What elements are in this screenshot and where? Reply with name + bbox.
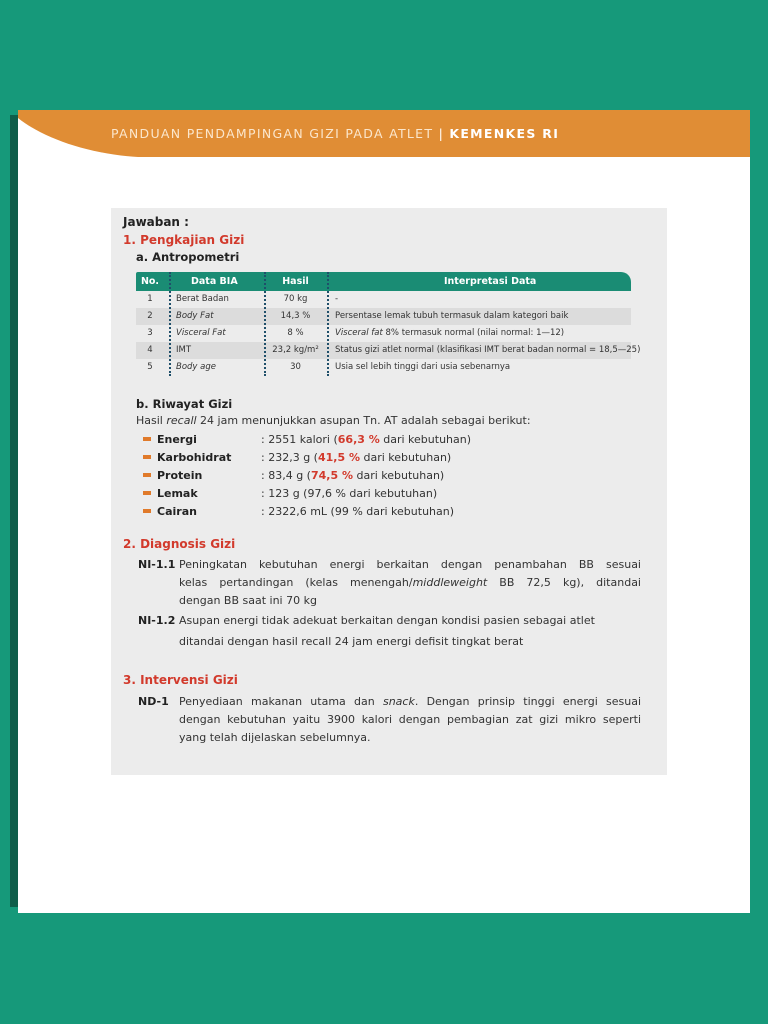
cell-no: 5	[147, 362, 153, 372]
cell-no: 4	[147, 345, 153, 355]
cell-interp: Visceral fat 8% termasuk normal (nilai normal: 1—12)	[335, 328, 565, 338]
section-1a-title: a. Antropometri	[136, 250, 240, 264]
bullet-icon	[143, 509, 151, 513]
nutrient-label: Lemak	[157, 487, 198, 500]
nd1-line-3: yang telah dijelaskan sebelumnya.	[179, 731, 371, 744]
cell-data: IMT	[176, 345, 192, 355]
nutrient-label: Energi	[157, 433, 197, 446]
cell-hasil: 30	[290, 362, 301, 372]
nd1-line-1: Penyediaan makanan utama dan snack. Dengan prinsip tinggi energi sesuai	[179, 695, 641, 708]
ni11-line-2: kelas pertandingan (kelas menengah/middleweight BB 72,5 kg), ditandai	[179, 576, 641, 589]
riwayat-intro: Hasil recall 24 jam menunjukkan asupan Tn. AT adalah sebagai berikut:	[136, 414, 531, 427]
table-row	[136, 342, 641, 359]
col-header-data: Data BIA	[191, 276, 238, 287]
section-3-title: 3. Intervensi Gizi	[123, 673, 238, 687]
cell-no: 2	[147, 311, 153, 321]
cell-data: Body Fat	[176, 311, 214, 321]
nd1-code: ND-1	[138, 695, 169, 708]
section-1-title: 1. Pengkajian Gizi	[123, 233, 245, 247]
nd1-line-2: dengan kebutuhan yaitu 3900 kalori dengan pembagian zat gizi mikro seperti	[179, 713, 641, 726]
table-divider	[264, 272, 266, 376]
cell-hasil: 70 kg	[283, 294, 308, 304]
cell-interp: Usia sel lebih tinggi dari usia sebenarnya	[335, 362, 511, 372]
cell-hasil: 14,3 %	[280, 311, 311, 321]
nutrient-label: Protein	[157, 469, 203, 482]
col-header-no: No.	[140, 276, 160, 287]
col-header-hasil: Hasil	[282, 276, 309, 287]
cell-hasil: 23,2 kg/m²	[272, 345, 319, 355]
bullet-icon	[143, 437, 151, 441]
nutrient-value: : 2322,6 mL (99 % dari kebutuhan)	[261, 505, 455, 518]
table-row	[136, 325, 631, 342]
nutrient-value: : 232,3 g (41,5 % dari kebutuhan)	[261, 451, 452, 464]
table-row	[136, 359, 631, 376]
ni12-code: NI-1.2	[138, 614, 176, 627]
nutrient-label: Karbohidrat	[157, 451, 232, 464]
jawaban-heading: Jawaban :	[123, 215, 189, 229]
nutrient-value: : 123 g (97,6 % dari kebutuhan)	[261, 487, 438, 500]
bullet-icon	[143, 491, 151, 495]
answer-box	[111, 208, 667, 775]
cell-data: Berat Badan	[176, 294, 229, 304]
cell-data: Visceral Fat	[176, 328, 226, 338]
cell-no: 3	[147, 328, 153, 338]
cell-interp: Persentase lemak tubuh termasuk dalam kategori baik	[335, 311, 569, 321]
header-org: KEMENKES RI	[449, 126, 560, 141]
header-band	[18, 110, 750, 157]
ni11-line-3: dengan BB saat ini 70 kg	[179, 594, 317, 607]
antropometri-table	[136, 272, 641, 376]
table-divider	[327, 272, 329, 376]
header-title: PANDUAN PENDAMPINGAN GIZI PADA ATLET | KEMENKES RI	[111, 126, 560, 141]
table-row	[136, 308, 631, 325]
nutrient-value: : 2551 kalori (66,3 % dari kebutuhan)	[261, 433, 472, 446]
cell-data: Body age	[176, 362, 216, 372]
bullet-icon	[143, 455, 151, 459]
ni11-code: NI-1.1	[138, 558, 176, 571]
bullet-icon	[143, 473, 151, 477]
table-divider	[169, 272, 171, 376]
table-header	[136, 272, 631, 291]
section-2-title: 2. Diagnosis Gizi	[123, 537, 236, 551]
table-row	[136, 291, 631, 308]
cell-hasil: 8 %	[287, 328, 304, 338]
nutrient-label: Cairan	[157, 505, 197, 518]
document-page	[18, 110, 750, 913]
ni11-line-1: Peningkatan kebutuhan energi berkaitan dengan penambahan BB sesuai	[179, 558, 641, 571]
col-header-interpretasi: Interpretasi Data	[444, 276, 537, 287]
cell-interp: -	[335, 294, 339, 304]
cell-interp: Status gizi atlet normal (klasifikasi IMT berat badan normal = 18,5—25)	[335, 345, 641, 355]
ni12-line-2: ditandai dengan hasil recall 24 jam energi defisit tingkat berat	[179, 635, 524, 648]
section-1b-title: b. Riwayat Gizi	[136, 397, 233, 411]
cell-no: 1	[147, 294, 153, 304]
ni12-line-1: Asupan energi tidak adekuat berkaitan dengan kondisi pasien sebagai atlet	[179, 614, 595, 627]
nutrient-value: : 83,4 g (74,5 % dari kebutuhan)	[261, 469, 445, 482]
